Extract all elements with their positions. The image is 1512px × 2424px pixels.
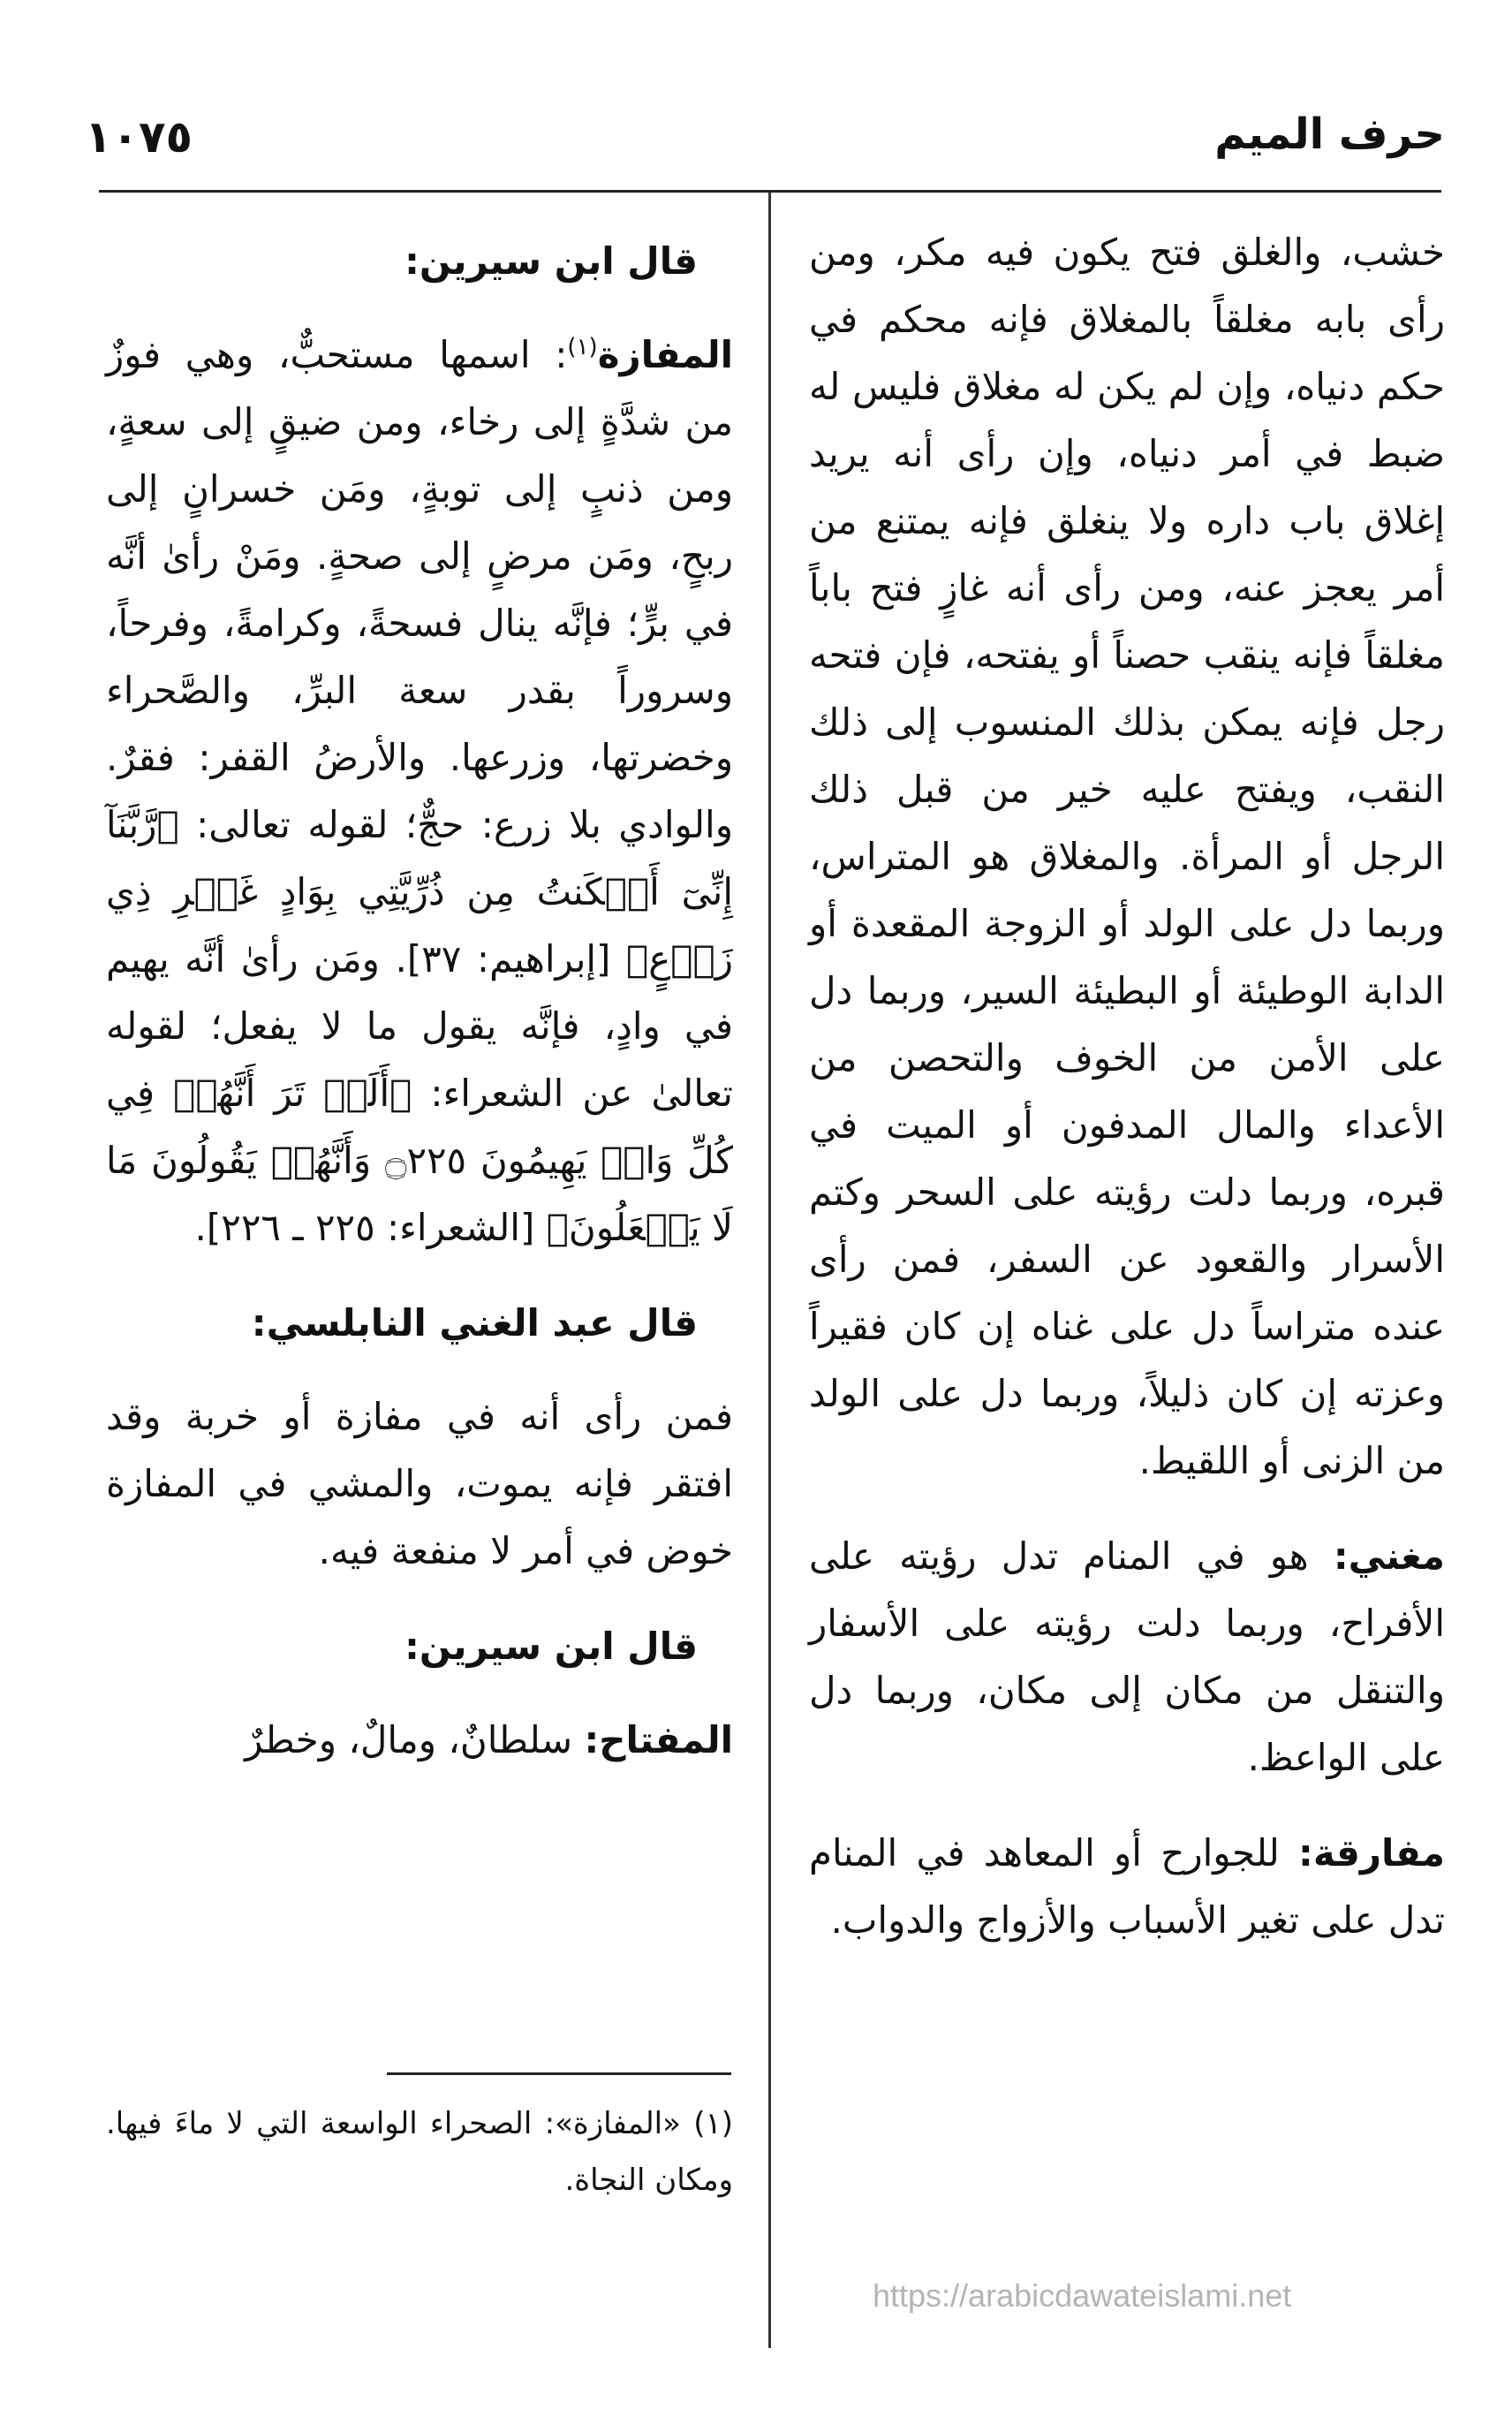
watermark-url: https://arabicdawateislami.net: [873, 2277, 1292, 2314]
footnote-body: «المفازة»: الصحراء الواسعة التي لا ماءَ فيها. ومكان النجاة.: [106, 2106, 733, 2198]
paragraph-mughanni: [809, 1523, 1445, 1791]
right-column: [809, 219, 1445, 1982]
entry-term-mafaza: المفازة: [597, 333, 733, 376]
running-title: حرف الميم: [1214, 110, 1445, 159]
entry-text-mafaza-c: [الشعراء: ٢٢٥ ـ ٢٢٦].: [194, 1206, 547, 1249]
quran-verse-shuara: ﴿أَلَمۡ تَرَ أَنَّهُمۡ فِي كُلِّ وَادٖ يَهِيمُونَ ۝٢٢٥ وَأَنَّهُمۡ يَقُولُونَ مَا لَا يَفۡعَلُونَ﴾: [106, 1072, 733, 1249]
footnote: [106, 2095, 733, 2208]
section-heading-nabulsi: قال عبد الغني النابلسي:: [251, 1301, 698, 1345]
entry-text-mufaraqa: للجوارح أو المعاهد في المنام تدل على تغير الأسباب والأزواج والدواب.: [809, 1831, 1445, 1942]
paragraph-nabulsi: فمن رأى أنه في مفازة أو خربة وقد افتقر فإنه يموت، والمشي في المفازة خوض في أمر لا منفعة فيه.: [106, 1395, 733, 1572]
left-column: [106, 219, 733, 1802]
quran-verse-ibrahim: ﴿رَّبَّنَآ إِنِّىٓ أَسۡكَنتُ مِن ذُرِّيَّتِي بِوَادٍ غَيۡرِ ذِي زَرۡعٍ﴾: [106, 803, 733, 981]
paragraph-miftah: [106, 1707, 733, 1774]
paragraph-mafaza: [106, 322, 733, 1261]
column-divider: [768, 193, 771, 2348]
footnote-rule: [387, 2072, 731, 2075]
entry-text-miftah: سلطانٌ، ومالٌ، وخطرٌ: [245, 1718, 585, 1761]
entry-term-miftah: المفتاح:: [584, 1718, 733, 1761]
entry-text-mafaza-b: [إبراهيم: ٣٧]. ومَن رأىٰ أنَّه يهيم في وادٍ، فإنَّه يقول ما لا يفعل؛ لقوله تعالىٰ عن الشعراء:: [106, 937, 733, 1115]
footnote-marker: (١): [567, 334, 598, 360]
entry-term-mughanni: مغني:: [1333, 1534, 1445, 1578]
footnote-number: (١): [693, 2106, 733, 2141]
entry-text-mughanni: هو في المنام تدل رؤيته على الأفراح، وربما دلت رؤيته على الأسفار والتنقل من مكان إلى مكان، وربما دل على الواعظ.: [809, 1534, 1445, 1779]
entry-term-mufaraqa: مفارقة:: [1298, 1831, 1445, 1875]
page-header: [85, 104, 1445, 175]
paragraph-mighlaq: خشب، والغلق فتح يكون فيه مكر، ومن رأى بابه مغلقاً بالمغلاق فإنه محكم في حكم دنياه، وإن لم يكن له مغلاق فليس له ضبط في أمر دنياه، وإن رأى أنه يريد إغلاق باب داره ولا ينغلق فإنه يمتنع من أمر يعجز عنه، ومن رأى أنه غازٍ فتح باباً مغلقاً فإنه ينقب حصناً أو يفتحه، فإن فتحه رجل فإنه يمكن بذلك المنسوب إلى ذلك النقب، ويفتح عليه خير من قبل ذلك الرجل أو المرأة. والمغلاق هو المتراس، وربما دل على الولد أو الزوجة المقعدة أو الدابة الوطيئة أو البطيئة السير، وربما دل على الأمن من الخوف والتحصن من الأعداء والمال المدفون أو الميت في قبره، وربما دلت رؤيته على السحر وكتم الأسرار والقعود عن السفر، فمن رأى عنده متراساً دل على غناه إن كان فقيراً وعزته إن كان ذليلاً، وربما دل على الولد من الزنى أو اللقيط.: [809, 231, 1445, 1482]
section-heading-ibn-sirin: قال ابن سيرين:: [404, 239, 698, 283]
page-number: ١٠٧٥: [85, 111, 193, 163]
section-heading-ibn-sirin-2: قال ابن سيرين:: [404, 1625, 698, 1668]
footnote-text-line: [106, 2095, 733, 2208]
paragraph-mufaraqa: [809, 1820, 1445, 1954]
entry-text-mafaza-a: : اسمها مستحبٌّ، وهي فوزٌ من شدَّةٍ إلى رخاء، ومن ضيقٍ إلى سعةٍ، ومن ذنبٍ إلى توبةٍ، ومَن خسرانٍ إلى ربحٍ، ومَن مرضٍ إلى صحةٍ. ومَنْ رأىٰ أنَّه في برٍّ؛ فإنَّه ينال فسحةً، وكرامةً، وفرحاً، وسروراً بقدر سعة البرِّ، والصَّحراء وخضرتها، وزرعها. والأرضُ القفر: فقرٌ. والوادي بلا زرع: حجٌّ؛ لقوله تعالى:: [106, 333, 733, 846]
